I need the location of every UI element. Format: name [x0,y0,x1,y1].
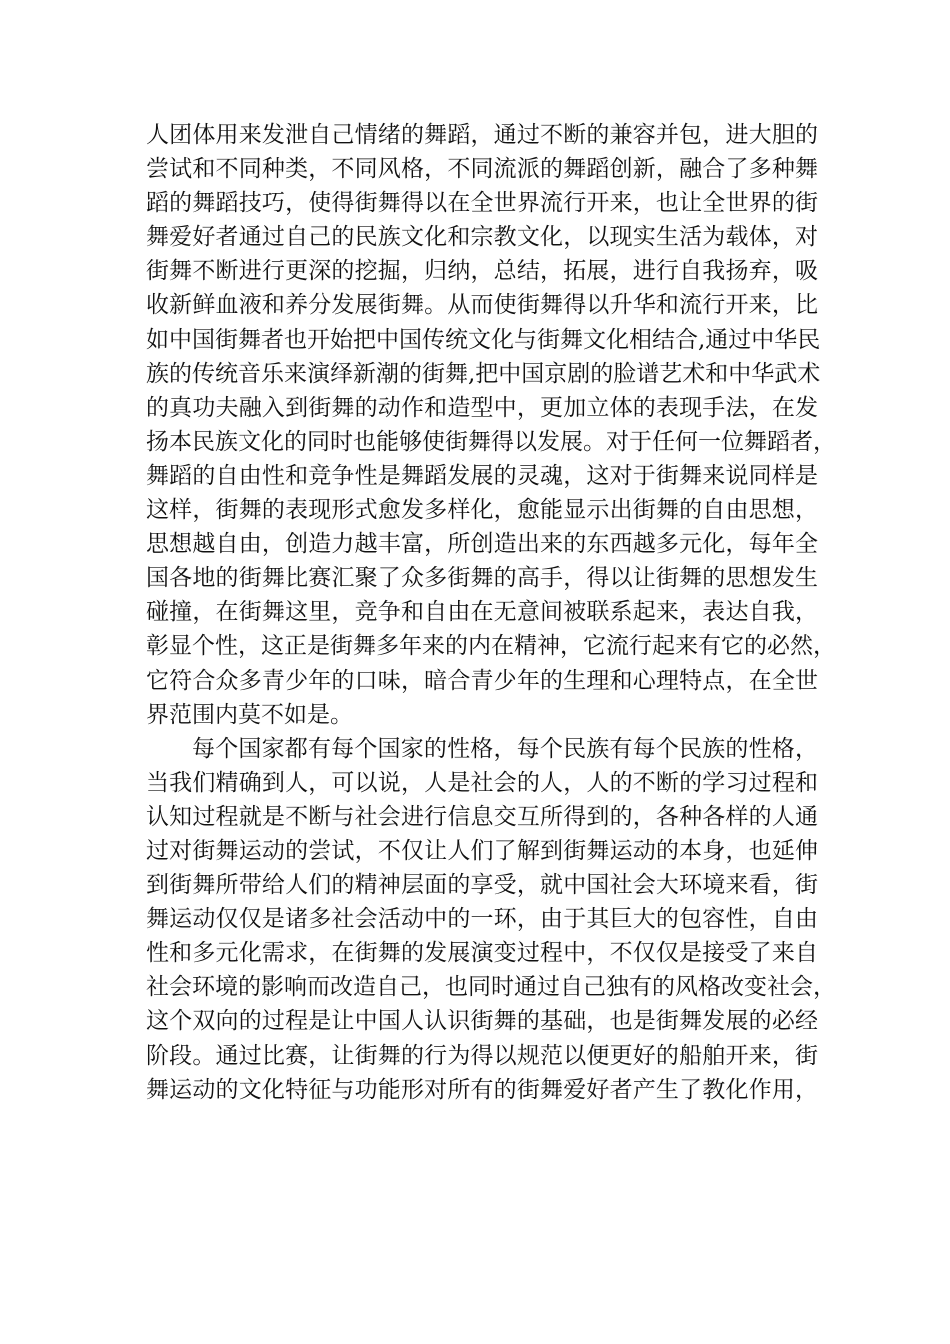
text-line: 如中国街舞者也开始把中国传统文化与街舞文化相结合,通过中华民 [146,326,821,353]
text-line: 尝试和不同种类，不同风格，不同流派的舞蹈创新，融合了多种舞 [146,156,818,183]
text-line: 这个双向的过程是让中国人认识街舞的基础，也是街舞发展的必经 [146,1008,818,1035]
text-line: 到街舞所带给人们的精神层面的享受，就中国社会大环境来看，街 [146,872,818,899]
text-line: 社会环境的影响而改造自己，也同时通过自己独有的风格改变社会， [146,974,836,1001]
text-line: 收新鲜血液和养分发展街舞。从而使街舞得以升华和流行开来，比 [146,292,818,319]
text-line: 过对街舞运动的尝试，不仅让人们了解到街舞运动的本身，也延伸 [146,837,818,864]
text-line: 扬本民族文化的同时也能够使街舞得以发展。对于任何一位舞蹈者， [146,428,836,455]
text-line: 每个国家都有每个国家的性格，每个民族有每个民族的性格， [192,735,818,762]
text-line: 彰显个性，这正是街舞多年来的内在精神，它流行起来有它的必然， [146,633,836,660]
text-line: 人团体用来发泄自己情绪的舞蹈，通过不断的兼容并包，进大胆的 [146,122,818,148]
text-line: 族的传统音乐来演绎新潮的街舞,把中国京剧的脸谱艺术和中华武术 [146,360,821,387]
text-line: 认知过程就是不断与社会进行信息交互所得到的，各种各样的人通 [146,803,818,830]
text-line: 蹈的舞蹈技巧，使得街舞得以在全世界流行开来，也让全世界的街 [146,190,818,217]
text-line: 街舞不断进行更深的挖掘，归纳，总结，拓展，进行自我扬弃，吸 [146,258,818,285]
text-line: 阶段。通过比赛，让街舞的行为得以规范以便更好的船舶开来，街 [146,1042,818,1069]
paragraph-2 [146,732,836,1107]
text-line: 它符合众多青少年的口味，暗合青少年的生理和心理特点，在全世 [146,667,818,694]
text-line: 舞蹈的自由性和竞争性是舞蹈发展的灵魂，这对于街舞来说同样是 [146,462,818,489]
text-line: 当我们精确到人，可以说，人是社会的人，人的不断的学习过程和 [146,769,818,796]
text-line: 舞运动的文化特征与功能形对所有的街舞爱好者产生了教化作用， [146,1076,818,1103]
text-line: 思想越自由，创造力越丰富，所创造出来的东西越多元化，每年全 [146,531,818,558]
text-line: 性和多元化需求，在街舞的发展演变过程中，不仅仅是接受了来自 [146,940,818,967]
text-line: 这样，街舞的表现形式愈发多样化，愈能显示出街舞的自由思想， [146,497,818,524]
text-line: 国各地的街舞比赛汇聚了众多街舞的高手，得以让街舞的思想发生 [146,565,818,592]
text-line: 界范围内莫不如是。 [146,701,353,728]
text-line: 舞运动仅仅是诸多社会活动中的一环，由于其巨大的包容性，自由 [146,906,818,933]
body-text [146,118,836,1107]
paragraph-1 [146,118,836,732]
text-line: 舞爱好者通过自己的民族文化和宗教文化，以现实生活为载体，对 [146,224,818,251]
text-line: 的真功夫融入到街舞的动作和造型中，更加立体的表现手法，在发 [146,394,818,421]
text-line: 碰撞，在街舞这里，竞争和自由在无意间被联系起来，表达自我， [146,599,818,626]
